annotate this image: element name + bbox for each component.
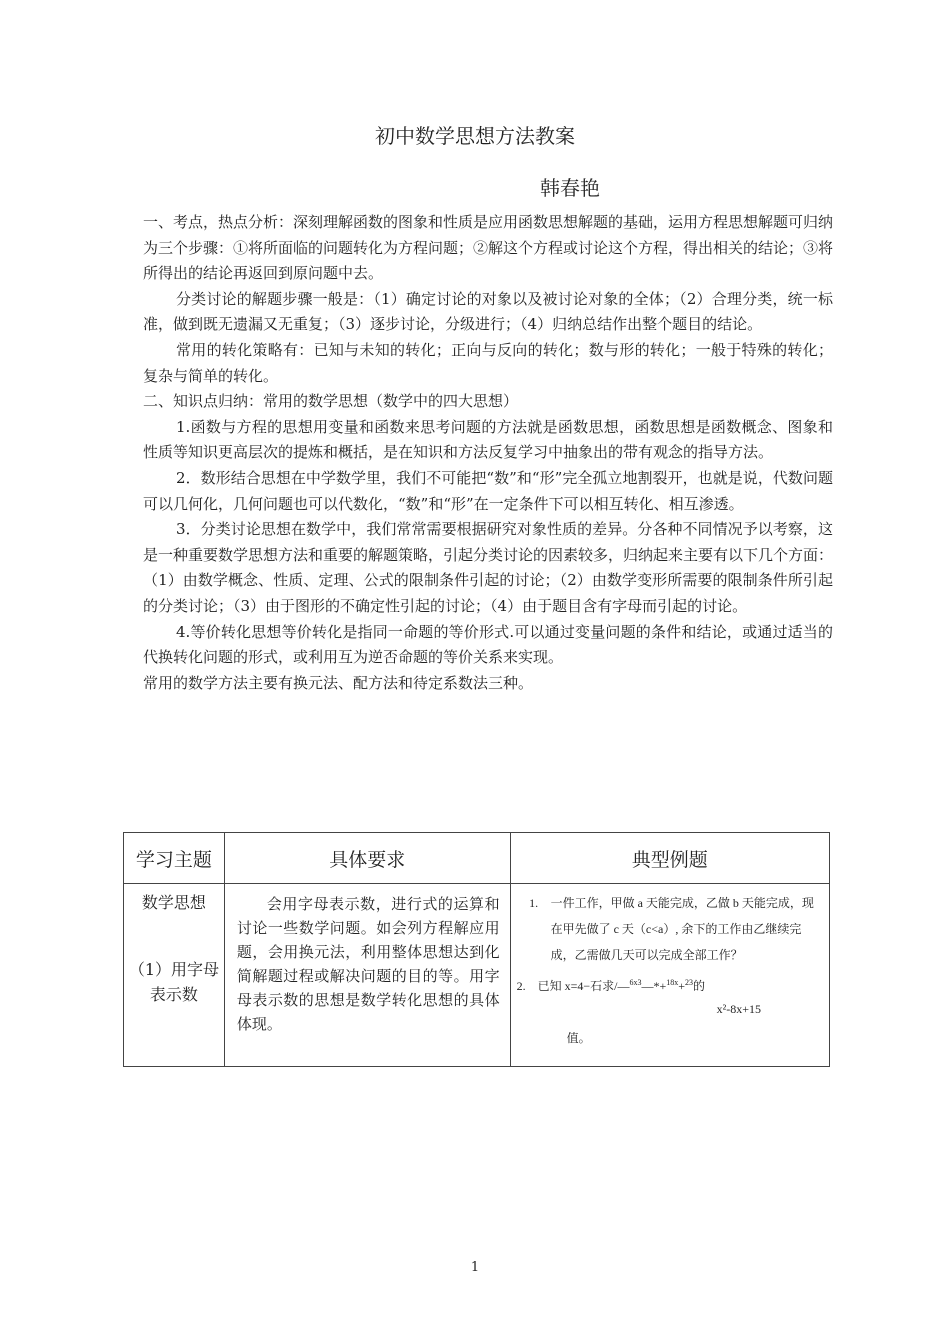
example-2-sup-3: 23: [685, 978, 694, 987]
requirement-cell: 会用字母表示数，进行式的运算和讨论一些数学问题。如会列方程解应用题，会用换元法，利用整体思想达到化简解题过程或解决问题的目的等。用字母表示数的思想是数学转化思想的具体体现。: [224, 884, 510, 1067]
example-2-text-a: 已知 x=4−石求/—: [537, 979, 630, 993]
example-2-sup-2: 18x: [666, 978, 679, 987]
paragraph: 常用的数学方法主要有换元法、配方法和待定系数法三种。: [143, 673, 534, 692]
example-2-tail: 值。: [566, 1031, 591, 1045]
paragraph: 分类讨论的解题步骤一般是：（1）确定讨论的对象以及被讨论对象的全体；（2）合理分类，统一标准，做到既无遗漏又无重复；（3）逐步讨论，分级进行；（4）归纳总结作出整个题目的结论。: [143, 289, 833, 334]
paragraph: 2．数形结合思想在中学数学里，我们不可能把“数”和“形”完全孤立地割裂开，也就是说，代数问题可以几何化，几何问题也可以代数化，“数”和“形”在一定条件下可以相互转化、相互渗透。: [143, 468, 833, 513]
header-examples: 典型例题: [510, 833, 829, 884]
subtopic-label: （1）用字母表示数: [128, 960, 220, 1004]
examples-cell: [510, 884, 829, 1067]
document-title: 初中数学思想方法教案: [375, 124, 575, 148]
example-1: [517, 890, 823, 968]
lesson-table: [123, 832, 830, 1067]
example-2-line: [517, 970, 823, 999]
example-1-text: 一件工作，甲做 a 天能完成，乙做 b 天能完成，现在甲先做了 c 天（c<a）, 余下的工作由乙继续完成，乙需做几天可以完成全部工作？: [550, 896, 814, 962]
header-requirement: 具体要求: [224, 833, 510, 884]
example-2-sup-1: 6x3: [629, 978, 642, 987]
example-2: [517, 970, 823, 1051]
paragraph: 常用的转化策略有：已知与未知的转化；正向与反向的转化；数与形的转化；一般于特殊的转化；复杂与简单的转化。: [143, 340, 833, 385]
header-topic: 学习主题: [124, 833, 225, 884]
paragraph: 4.等价转化思想等价转化是指同一命题的等价形式.可以通过变量问题的条件和结论，或通过适当的代换转化问题的形式，或利用互为逆否命题的等价关系来实现。: [143, 622, 833, 667]
topic-label: 数学思想: [141, 893, 206, 912]
author-name: 韩春艳: [540, 176, 600, 200]
paragraph: 一、考点，热点分析：深刻理解函数的图象和性质是应用函数思想解题的基础，运用方程思想解题可归纳为三个步骤：①将所面临的问题转化为方程问题；②解这个方程或讨论这个方程，得出相关的结论；③将所得出的结论再返回到原问题中去。: [143, 213, 834, 283]
paragraph: 3．分类讨论思想在数学中，我们常常需要根据研究对象性质的差异。分各种不同情况予以考察，这是一种重要数学思想方法和重要的解题策略，引起分类讨论的因素较多，归纳起来主要有以下几个方面：（1）由数学概念、性质、定理、公式的限制条件引起的讨论；（2）由数学变形所需要的限制条件所引起的分类讨论；（3）由于图形的不确定性引起的讨论；（4）由于题目含有字母而引起的讨论。: [143, 520, 834, 615]
example-2-denominator: x²-8x+15: [716, 1002, 761, 1016]
table-row: [124, 884, 830, 1067]
example-1-number: 1.: [529, 896, 539, 910]
example-2-text-b: —*+: [641, 979, 667, 993]
example-2-text-d: 的: [693, 979, 706, 993]
page-number: 1: [470, 1260, 480, 1275]
example-2-text-c: +: [678, 979, 686, 993]
paragraph: 二、知识点归纳：常用的数学思想（数学中的四大思想）: [143, 392, 519, 411]
paragraph: 1.函数与方程的思想用变量和函数来思考问题的方法就是函数思想，函数思想是函数概念、图象和性质等知识更高层次的提炼和概括，是在知识和方法反复学习中抽象出的带有观念的指导方法。: [143, 417, 833, 462]
topic-cell: [124, 884, 225, 1067]
table-header-row: [124, 833, 830, 884]
example-2-number: 2.: [516, 979, 526, 993]
body-text: [143, 210, 833, 696]
